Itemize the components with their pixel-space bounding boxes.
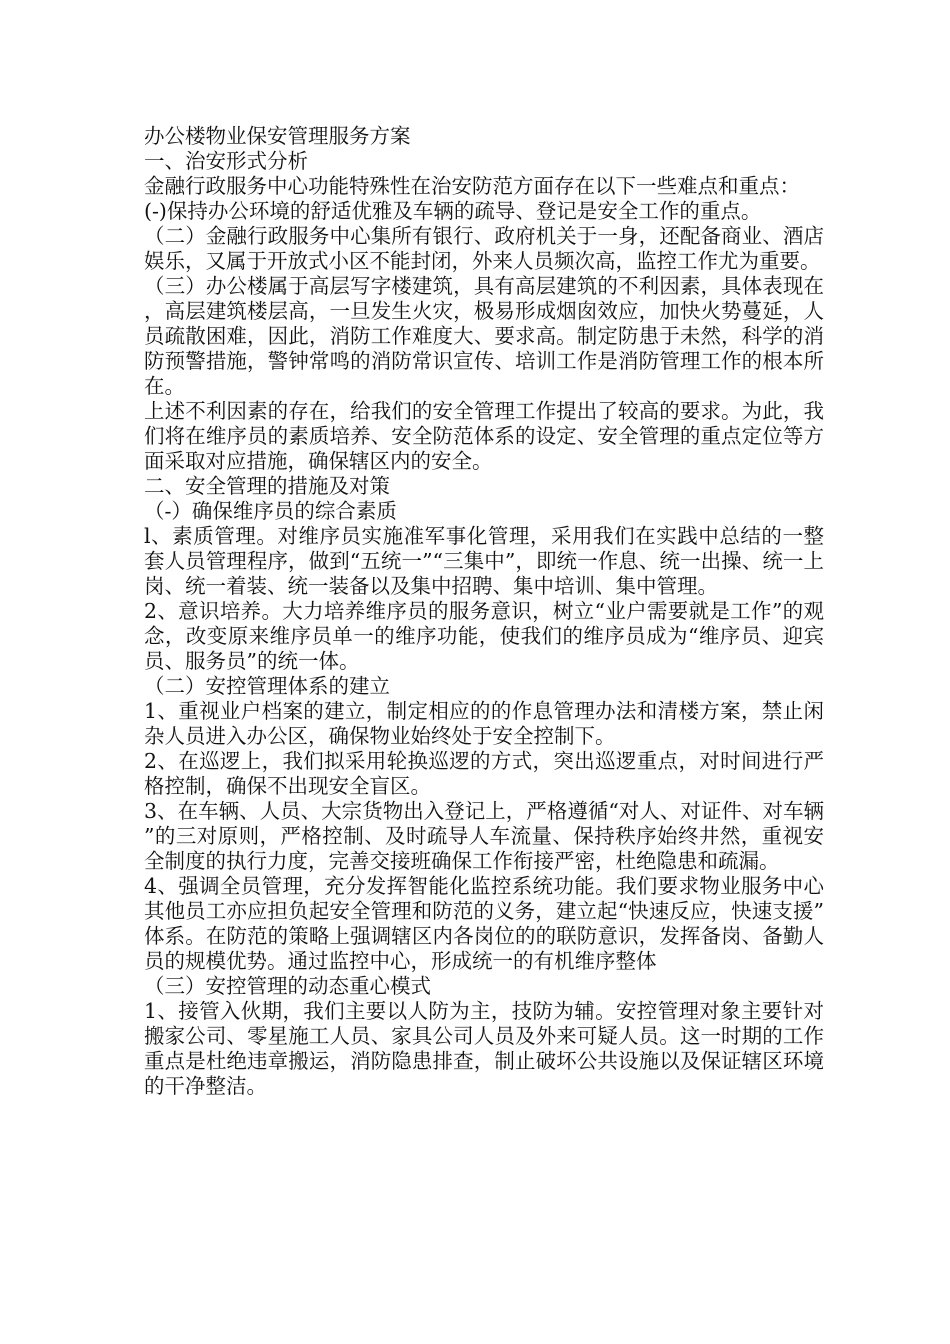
paragraph: 4、强调全员管理，充分发挥智能化监控系统功能。我们要求物业服务中心其他员工亦应担负起安全管理和防范的义务，建立起“快速反应，快速支援”体系。在防范的策略上强调辖区内各岗位的的联防意识，发挥备岗、备勤人员的规模优势。通过监控中心，形成统一的有机维序整体 <box>144 874 824 973</box>
section-heading-2: 二、安全管理的措施及对策 <box>144 474 390 498</box>
paragraph: （三）办公楼属于高层写字楼建筑，具有高层建筑的不利因素，具体表现在，高层建筑楼层高，一旦发生火灾，极易形成烟囱效应，加快火势蔓延，人员疏散困难，因此，消防工作难度大、要求高。制定防患于未然，科学的消防预警措施，警钟常鸣的消防常识宣传、培训工作是消防管理工作的根本所在。 <box>144 274 824 398</box>
paragraph: 金融行政服务中心功能特殊性在治安防范方面存在以下一些难点和重点： <box>144 174 800 198</box>
section-heading-1: 一、治安形式分析 <box>144 149 308 173</box>
document-title: 办公楼物业保安管理服务方案 <box>144 124 411 148</box>
paragraph: 1、接管入伙期，我们主要以人防为主，技防为辅。安控管理对象主要针对搬家公司、零星施工人员、家具公司人员及外来可疑人员。这一时期的工作重点是杜绝违章搬运，消防隐患排查，制止破坏公共设施以及保证辖区环境的干净整洁。 <box>144 999 824 1098</box>
paragraph: 上述不利因素的存在，给我们的安全管理工作提出了较高的要求。为此，我们将在维序员的素质培养、安全防范体系的设定、安全管理的重点定位等方面采取对应措施，确保辖区内的安全。 <box>144 399 824 473</box>
paragraph: 1、重视业户档案的建立，制定相应的的作息管理办法和清楼方案，禁止闲杂人员进入办公区，确保物业始终处于安全控制下。 <box>144 699 824 748</box>
paragraph: 3、在车辆、人员、大宗货物出入登记上，严格遵循“对人、对证件、对车辆”的三对原则，严格控制、及时疏导人车流量、保持秩序始终井然，重视安全制度的执行力度，完善交接班确保工作衔接严密，杜绝隐患和疏漏。 <box>144 799 824 873</box>
subsection-heading-1: （-）确保维序员的综合素质 <box>144 499 397 523</box>
subsection-heading-2: （二）安控管理体系的建立 <box>144 674 390 698</box>
subsection-heading-3: （三）安控管理的动态重心模式 <box>144 974 431 998</box>
paragraph: （二）金融行政服务中心集所有银行、政府机关于一身，还配备商业、酒店娱乐，又属于开放式小区不能封闭，外来人员频次高，监控工作尤为重要。 <box>144 224 824 273</box>
paragraph: l、素质管理。对维序员实施准军事化管理，采用我们在实践中总结的一整套人员管理程序，做到“五统一”“三集中”，即统一作息、统一出操、统一上岗、统一着装、统一装备以及集中招聘、集中培训、集中管理。 <box>144 524 824 598</box>
paragraph: 2、在巡逻上，我们拟采用轮换巡逻的方式，突出巡逻重点，对时间进行严格控制，确保不出现安全盲区。 <box>144 749 824 798</box>
document-body <box>144 124 824 1099</box>
paragraph: (-)保持办公环境的舒适优雅及车辆的疏导、登记是安全工作的重点。 <box>144 199 762 223</box>
paragraph: 2、意识培养。大力培养维序员的服务意识，树立“业户需要就是工作”的观念，改变原来维序员单一的维序功能，使我们的维序员成为“维序员、迎宾员、服务员”的统一体。 <box>144 599 824 673</box>
